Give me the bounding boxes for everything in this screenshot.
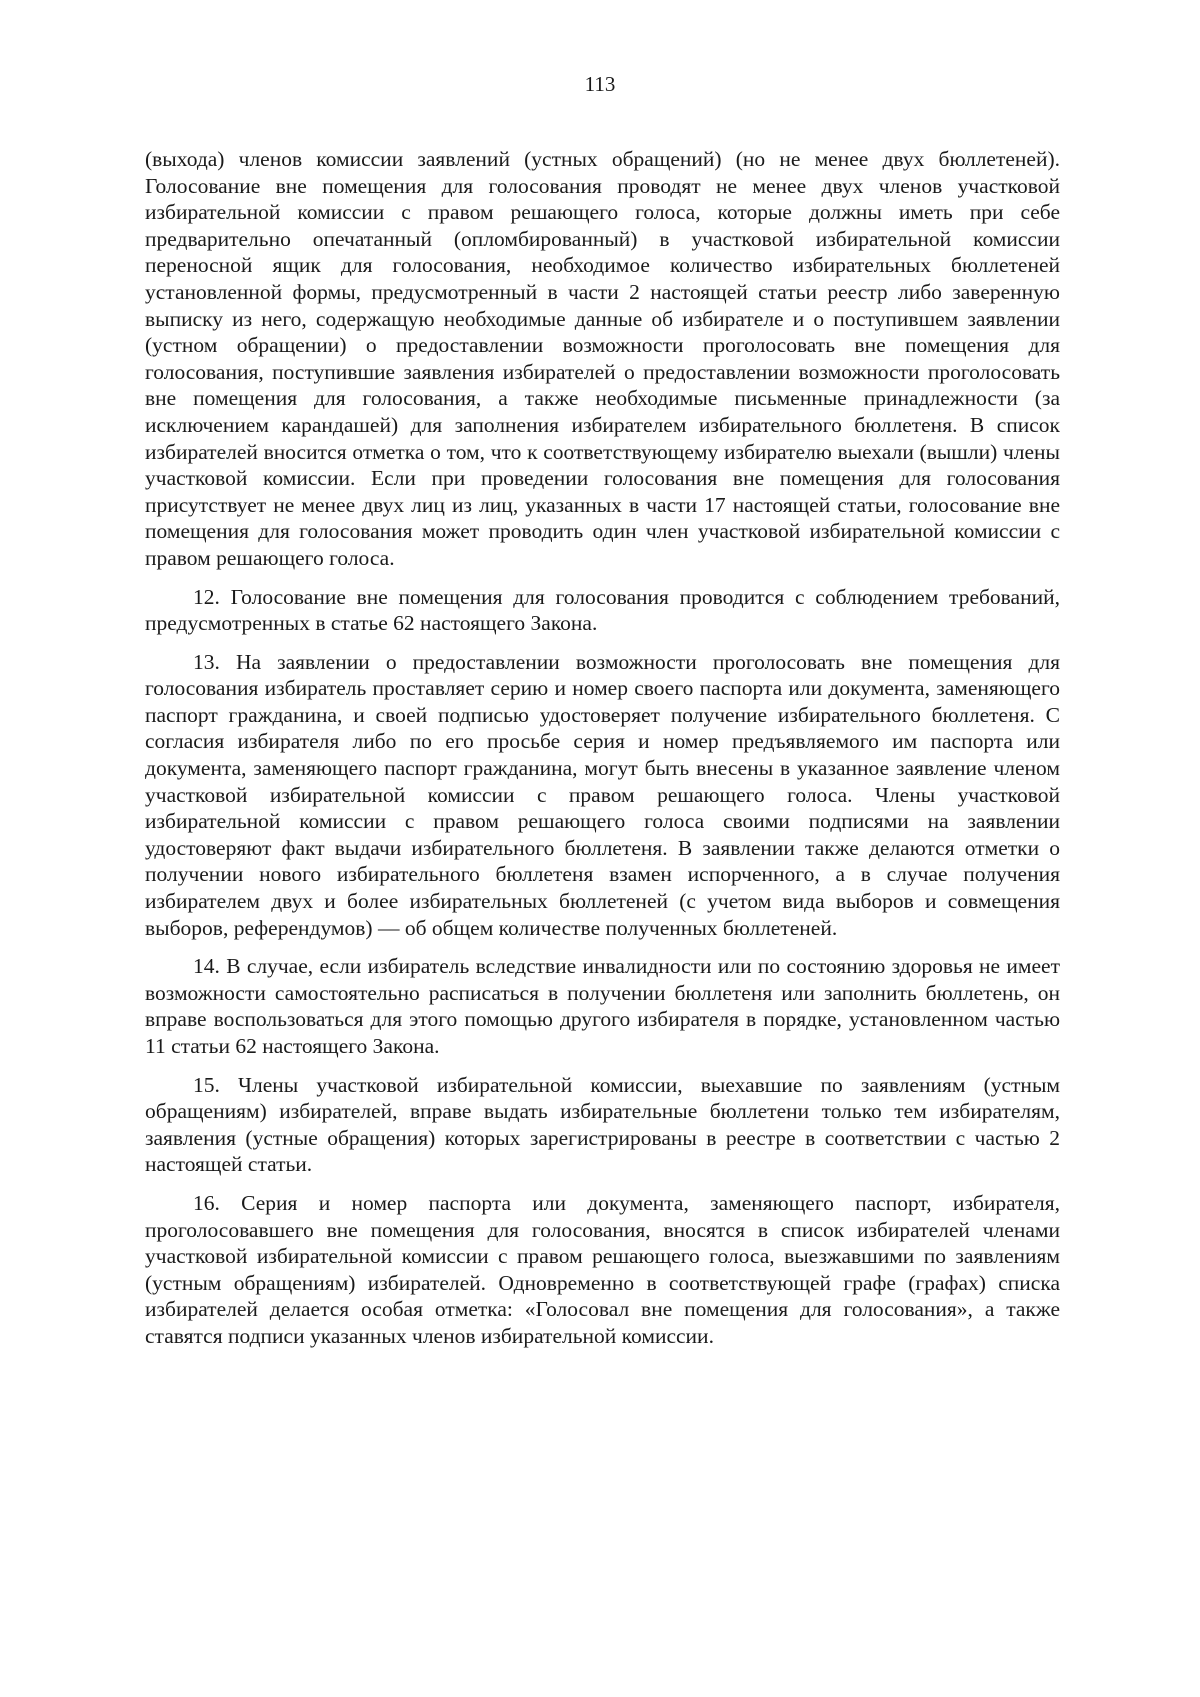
paragraph-16: 16. Серия и номер паспорта или документа, заменяющего паспорт, избирателя, проголосовавшего вне помещения для голосования, вносятся в список избирателей членами участковой избирательной комиссии с правом решающего голоса, выезжавшими по заявлениям (устным обращениям) избирателей. Одновременно в соответствующей графе (графах) списка избирателей делается особая отметка: «Голосовал вне помещения для голосования», а также ставятся подписи указанных членов избирательной комиссии. xyxy=(145,1190,1060,1348)
paragraph-14: 14. В случае, если избиратель вследствие инвалидности или по состоянию здоровья не имеет возможности самостоятельно расписаться в получении бюллетеня или заполнить бюллетень, он вправе воспользоваться для этого помощью другого избирателя в порядке, установленном частью 11 статьи 62 настоящего Закона. xyxy=(145,954,1060,1058)
page-number: 113 xyxy=(584,72,616,96)
paragraph-continuation: (выхода) членов комиссии заявлений (устных обращений) (но не менее двух бюллетеней). Голосование вне помещения для голосования проводят не менее двух членов участковой избирательной комиссии с правом решающего голоса, которые должны иметь при себе предварительно опечатанный (опломбированный) в участковой избирательной комиссии переносной ящик для голосования, необходимое количество избирательных бюллетеней установленной формы, предусмотренный в части 2 настоящей статьи реестр либо заверенную выписку из него, содержащую необходимые данные об избирателе и о поступившем заявлении (устном обращении) о предоставлении возможности проголосовать вне помещения для голосования, поступившие заявления избирателей о предоставлении возможности проголосовать вне помещения для голосования, а также необходимые письменные принадлежности (за исключением карандашей) для заполнения избирателем избирательного бюллетеня. В список избирателей вносится отметка о том, что к соответствующему избирателю выехали (вышли) члены участковой комиссии. Если при проведении голосования вне помещения для голосования присутствует не менее двух лиц из лиц, указанных в части 17 настоящей статьи, голосование вне помещения для голосования может проводить один член участковой избирательной комиссии с правом решающего голоса. xyxy=(145,147,1060,570)
paragraph-13: 13. На заявлении о предоставлении возможности проголосовать вне помещения для голосования избиратель проставляет серию и номер своего паспорта или документа, заменяющего паспорт гражданина, и своей подписью удостоверяет получение избирательного бюллетеня. С согласия избирателя либо по его просьбе серия и номер предъявляемого им паспорта или документа, заменяющего паспорт гражданина, могут быть внесены в указанное заявление членом участковой избирательной комиссии с правом решающего голоса. Члены участковой избирательной комиссии с правом решающего голоса своими подписями на заявлении удостоверяют факт выдачи избирательного бюллетеня. В заявлении также делаются отметки о получении нового избирательного бюллетеня взамен испорченного, а в случае получения избирателем двух и более избирательных бюллетеней (с учетом вида выборов и совмещения выборов, референдумов) — об общем количестве полученных бюллетеней. xyxy=(145,649,1060,940)
paragraph-15: 15. Члены участковой избирательной комиссии, выехавшие по заявлениям (устным обращениям) избирателей, вправе выдать избирательные бюллетени только тем избирателям, заявления (устные обращения) которых зарегистрированы в реестре в соответствии с частью 2 настоящей статьи. xyxy=(145,1072,1060,1177)
document-body xyxy=(145,146,1060,1362)
paragraph-12: 12. Голосование вне помещения для голосования проводится с соблюдением требований, предусмотренных в статье 62 настоящего Закона. xyxy=(145,584,1060,636)
